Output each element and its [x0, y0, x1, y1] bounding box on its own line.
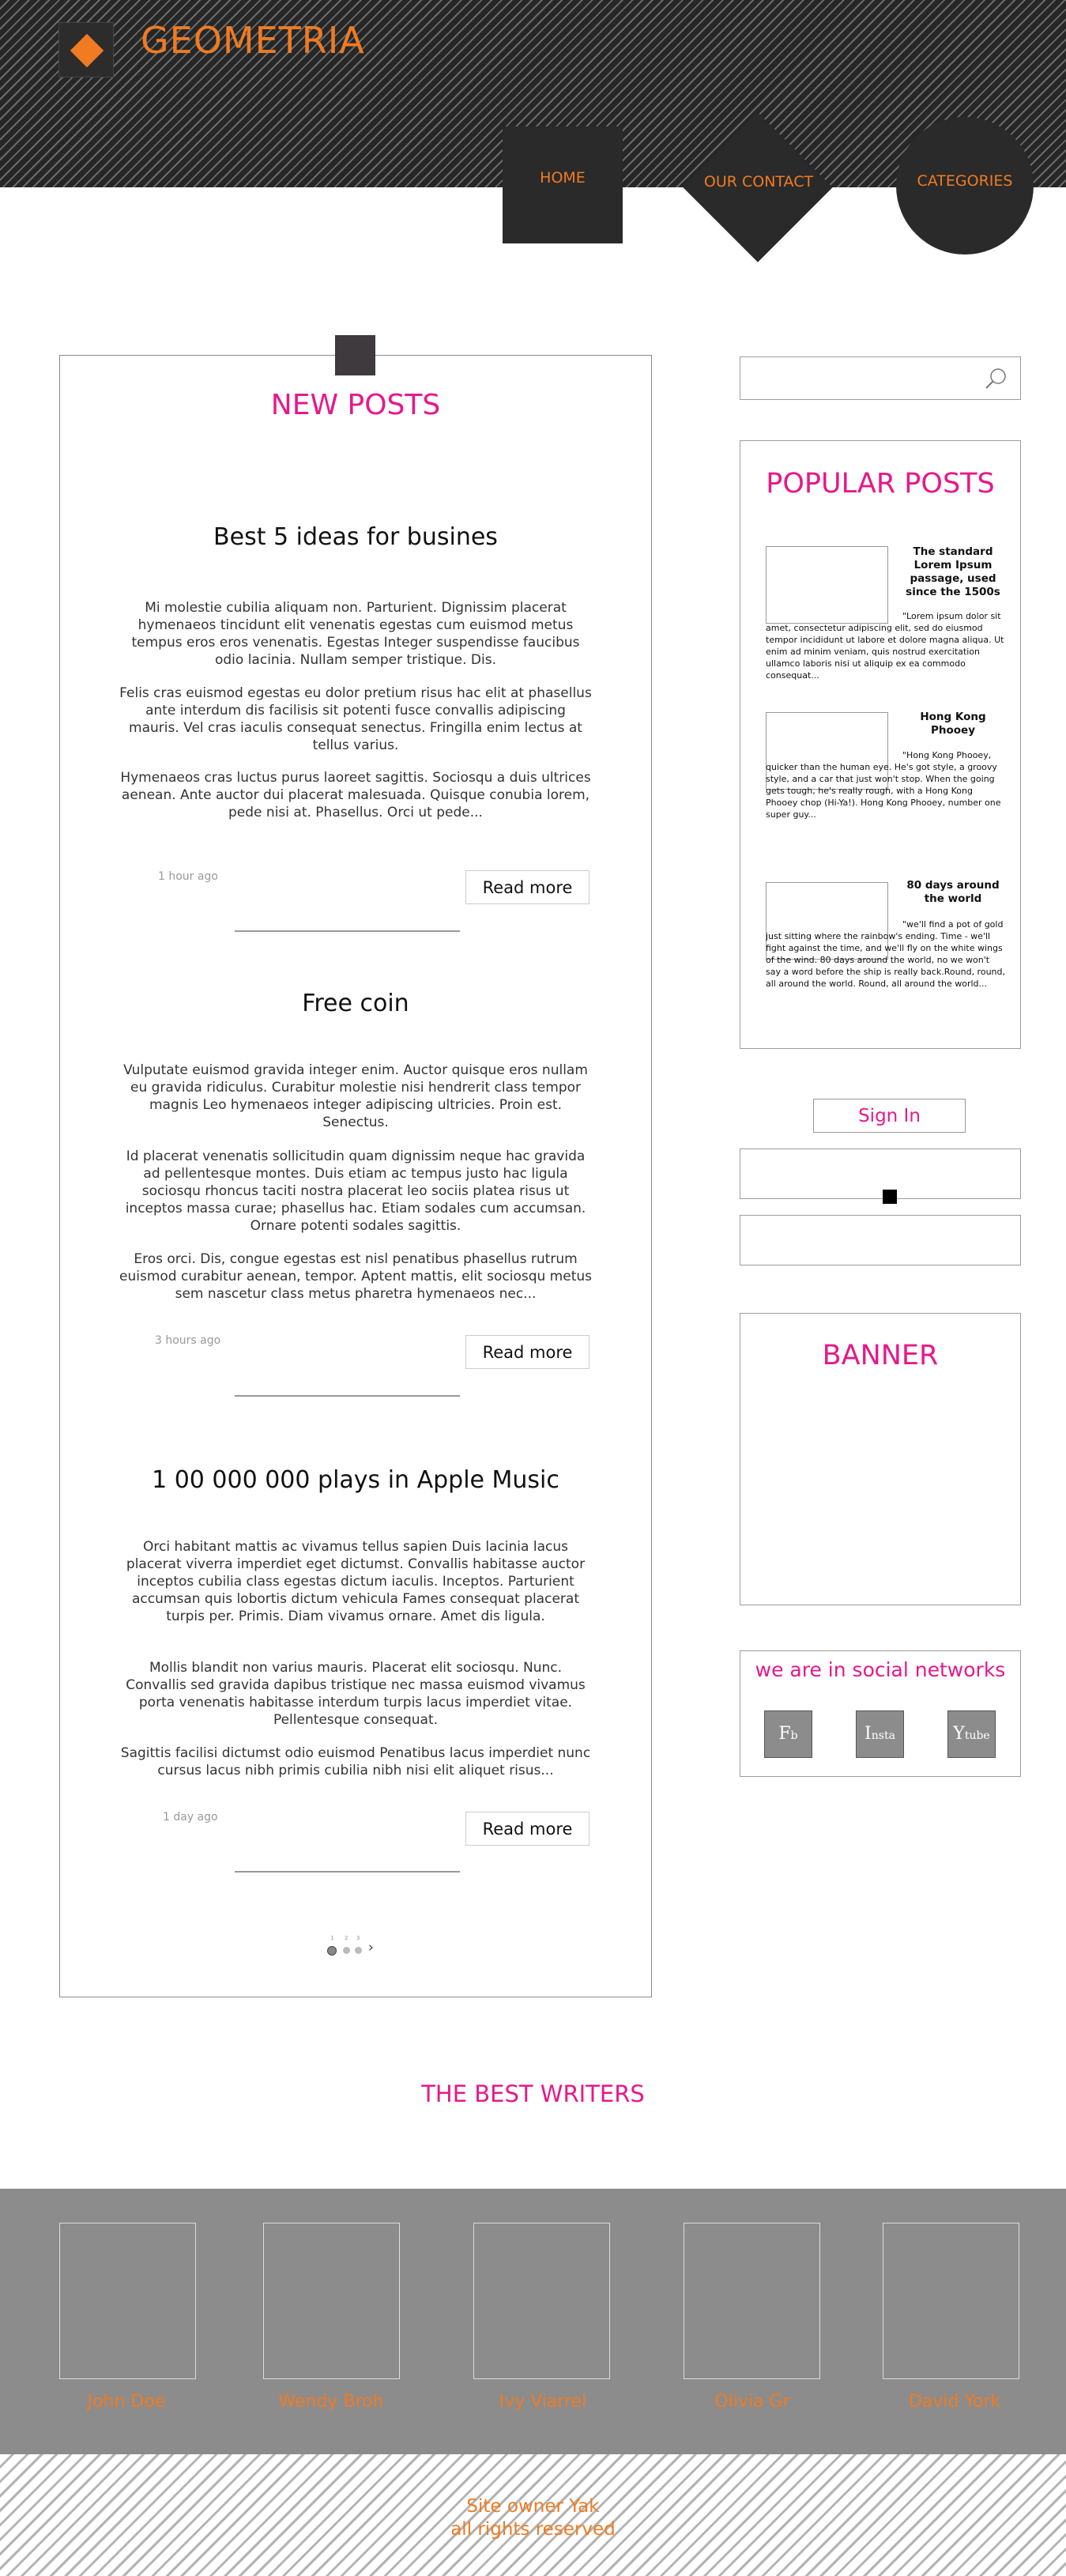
- instagram-button[interactable]: Insta: [856, 1710, 904, 1758]
- popular-post-excerpt: "Hong Kong Phooey, quicker than the human eye. He's got style, a groovy style, and a car that just won't stop. When the going gets tough, he's really rough, with a Hong Kong Phooey chop (Hi-Ya!). Hong Kong Phooey, number one super guy...: [766, 750, 1001, 820]
- read-more-button[interactable]: Read more: [465, 1812, 590, 1846]
- writer-card[interactable]: [883, 2223, 1019, 2379]
- footer-rights: all rights reserved: [450, 2519, 616, 2540]
- search-box: [740, 356, 1021, 400]
- post-paragraph: Felis cras euismod egestas eu dolor pretium risus hac elit at phasellus ante interdum dis facilisis sit potenti fusce convallis adipiscing mauris. Vel cras iaculis consequat senectus. Fringilla enim lectus at tellus varius.: [119, 685, 592, 753]
- popular-post-title[interactable]: 80 days around the world: [906, 879, 1000, 905]
- post-paragraph: Mi molestie cubilia aliquam non. Parturient. Dignissim placerat hymenaeos tincidunt elit venenatis egestas cum euismod metus tempus eros eros venenatis. Egestas Integer suspendisse faucibus odio lacinia. Nullam semper tristique. Dis.: [131, 600, 580, 668]
- social-heading: we are in social networks: [755, 1658, 1006, 1681]
- popular-posts-heading: POPULAR POSTS: [766, 468, 995, 500]
- page-dot-1[interactable]: [327, 1946, 337, 1956]
- popular-post-excerpt: "we'll find a pot of gold just sitting where the rainbow's ending. Time - we'll fight against the time, and we'll fly on the white wings of the wind. 80 days around the world, no we won't say a word before the ship is really back.Round, round, all around the world. Round, all around the world...: [766, 919, 1005, 989]
- post-paragraph: Mollis blandit non varius mauris. Placerat elit sociosqu. Nunc. Convallis sed gravida dapibus tristique nec massa euismod vivamus porta venenatis habitasse interdum turpis lacus imperdiet vitae. Pellentesque consequat.: [126, 1660, 586, 1728]
- post-divider: [235, 1395, 460, 1397]
- writer-card[interactable]: [263, 2223, 400, 2379]
- writer-name[interactable]: Ivy Viarrel: [499, 2392, 587, 2412]
- site-title[interactable]: GEOMETRIA: [141, 19, 365, 62]
- writer-name[interactable]: Wendy Broh: [278, 2392, 384, 2412]
- next-page-icon[interactable]: ›: [368, 1940, 374, 1956]
- search-input[interactable]: [744, 360, 981, 396]
- post-paragraph: Orci habitant mattis ac vivamus tellus sapien Duis lacinia lacus placerat viverra imperdiet eget dictumst. Convallis habitasse auctor inceptos cubilia class egestas dictum iaculis. Inceptos. Parturient accumsan quis lobortis dictum vehicula Fames consequat placerat turpis per. Primis. Diam vivamus ornare. Amet dis ligula.: [126, 1539, 586, 1624]
- writer-card[interactable]: [473, 2223, 610, 2379]
- post-paragraph: Eros orci. Dis, congue egestas est nisl penatibus phasellus rutrum euismod curabitur aenean, tempor. Aptent mattis, elit sociosqu metus sem nascetur class metus pharetra hymenaeos nec...: [119, 1251, 592, 1302]
- post-divider: [235, 930, 460, 932]
- post-paragraph: Hymenaeos cras luctus purus laoreet sagittis. Sociosqu a duis ultrices aenean. Ante auctor dui placerat malesuada. Quisque conubia lorem, pede nisi at. Phasellus. Orci ut pede...: [120, 770, 591, 820]
- logo[interactable]: [58, 22, 114, 77]
- post-time: 1 hour ago: [158, 870, 218, 883]
- page-dot-3[interactable]: [355, 1947, 362, 1954]
- cursor-marker: [883, 1190, 897, 1204]
- post-divider: [235, 1871, 460, 1873]
- nav-categories-label: CATEGORIES: [917, 172, 1013, 190]
- site-footer: [0, 2454, 1066, 2576]
- post-title[interactable]: Free coin: [302, 990, 409, 1017]
- writer-card[interactable]: [59, 2223, 196, 2379]
- post-paragraph: Sagittis facilisi dictumst odio euismod Penatibus lacus imperdiet nunc cursus lacus nibh primis cubilia nibh nisi elit aliquet risus...: [120, 1745, 591, 1778]
- writer-name[interactable]: John Doe: [87, 2392, 166, 2412]
- read-more-button[interactable]: Read more: [465, 1335, 590, 1369]
- nav-home-label: HOME: [540, 169, 586, 187]
- post-time: 3 hours ago: [155, 1334, 221, 1347]
- password-field[interactable]: [740, 1215, 1021, 1265]
- writer-name[interactable]: David York: [908, 2392, 1001, 2412]
- popular-post-title[interactable]: Hong Kong Phooey: [920, 711, 986, 737]
- nav-categories[interactable]: [896, 117, 1034, 255]
- writers-heading: THE BEST WRITERS: [421, 2080, 645, 2107]
- popular-post-excerpt: "Lorem ipsum dolor sit amet, consectetur adipiscing elit, sed do eiusmod tempor incididunt ut labore et dolore magna aliqua. Ut enim ad minim veniam, quis nostrud exercitation ullamco laboris nisi ut aliquip ex ea commodo consequat...: [766, 611, 1004, 681]
- post-time: 1 day ago: [163, 1811, 218, 1824]
- post-title[interactable]: 1 00 000 000 plays in Apple Music: [152, 1466, 559, 1494]
- page-dot-2[interactable]: [343, 1947, 350, 1954]
- page-number: 1: [330, 1935, 334, 1941]
- facebook-button[interactable]: Fb: [764, 1710, 812, 1758]
- banner-heading: BANNER: [822, 1340, 939, 1371]
- sign-in-button[interactable]: Sign In: [813, 1099, 966, 1133]
- popular-post-title[interactable]: The standard Lorem Ipsum passage, used since the 1500s: [906, 545, 1000, 598]
- nav-contact-label[interactable]: OUR CONTACT: [703, 173, 814, 190]
- username-field[interactable]: [740, 1148, 1021, 1199]
- search-icon[interactable]: [983, 365, 1010, 392]
- post-paragraph: Id placerat venenatis sollicitudin quam dignissim neque hac gravida ad pellentesque montes. Duis etiam ac tempus justo hac ligula sociosqu rhoncus taciti nostra placerat leo sociis platea risus ut inceptos massa curae; phasellus hac. Etiam sodales cum accumsan. Ornare potenti sodales sagittis.: [125, 1148, 586, 1234]
- read-more-button[interactable]: Read more: [465, 870, 590, 904]
- diamond-icon: [70, 34, 104, 67]
- posts-tab-marker: [335, 335, 375, 375]
- page-number: 2: [345, 1935, 348, 1941]
- posts-heading: NEW POSTS: [270, 389, 441, 421]
- pagination: [326, 1935, 381, 1960]
- youtube-button[interactable]: Ytube: [947, 1710, 996, 1758]
- writer-name[interactable]: Olivia Gr: [714, 2392, 790, 2412]
- footer-owner: Site owner Yak: [466, 2496, 600, 2517]
- post-title[interactable]: Best 5 ideas for busines: [213, 523, 498, 551]
- post-paragraph: Vulputate euismod gravida integer enim. Auctor quisque eros nullam eu gravida ridiculus. Curabitur molestie nisi hendrerit class tempor magnis Leo hymenaeos integer adipiscing ultricies. Proin est. Senectus.: [123, 1062, 588, 1130]
- page-number: 3: [356, 1935, 360, 1941]
- writer-card[interactable]: [684, 2223, 820, 2379]
- nav-home[interactable]: [503, 126, 623, 243]
